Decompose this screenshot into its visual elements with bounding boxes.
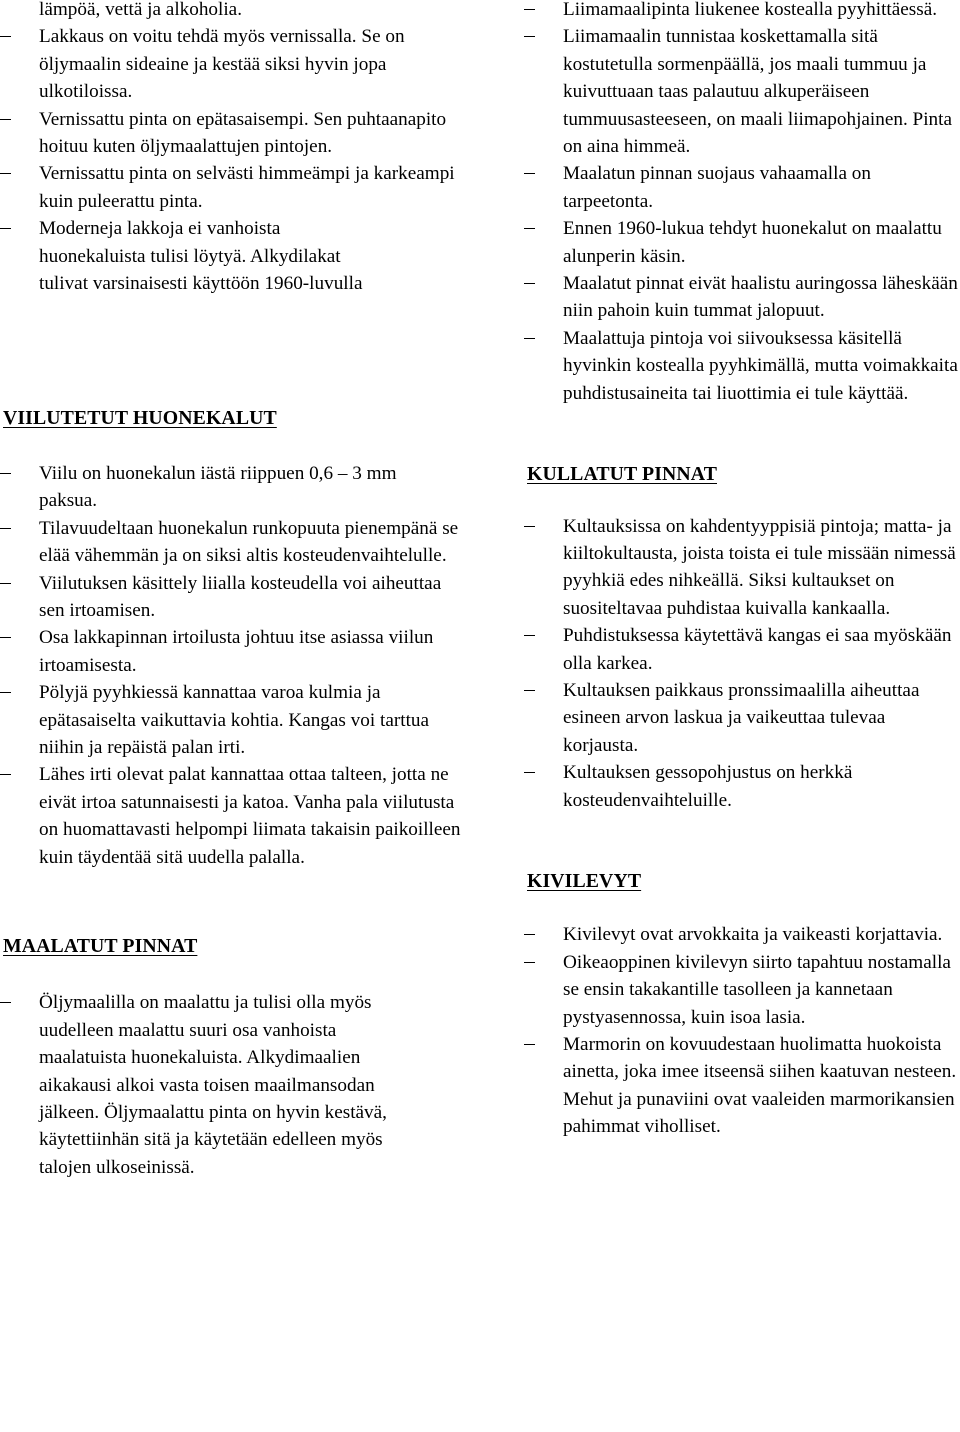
- intro-continuation: lämpöä, vettä ja alkoholia.: [39, 0, 242, 20]
- list-item: Vernissattu pinta on epätasaisempi. Sen puhtaanapito hoituu kuten öljymaalattujen pintojen.: [0, 106, 470, 161]
- list-item: Ennen 1960-lukua tehdyt huonekalut on maalattu alunperin käsin.: [524, 215, 960, 270]
- list-gilded: [524, 513, 960, 814]
- dash-bullet: [524, 228, 535, 229]
- left-column: [0, 0, 470, 1181]
- section-heading-gilded: KULLATUT PINNAT: [527, 463, 717, 486]
- dash-bullet: [0, 637, 11, 638]
- list-item: Tilavuudeltaan huonekalun runkopuuta pienempänä se elää vähemmän ja on siksi altis kosteudenvaihtelulle.: [0, 515, 470, 570]
- dash-bullet: [524, 526, 535, 527]
- dash-bullet: [524, 173, 535, 174]
- dash-bullet: [524, 283, 535, 284]
- list-item: Pölyjä pyyhkiessä kannattaa varoa kulmia ja epätasaiselta vaikuttavia kohtia. Kangas voi tarttua niihin ja repäistä palan irti.: [0, 679, 470, 761]
- section-heading-painted: MAALATUT PINNAT: [3, 934, 198, 957]
- dash-bullet: [524, 1044, 535, 1045]
- dash-bullet: [524, 962, 535, 963]
- dash-bullet: [524, 338, 535, 339]
- list-item: Maalattuja pintoja voi siivouksessa käsitellä hyvinkin kostealla pyyhkimällä, mutta voimakkaita puhdistusaineita tai liuottimia ei tule käyttää.: [524, 325, 960, 407]
- dash-bullet: [0, 473, 11, 474]
- dash-bullet: [524, 690, 535, 691]
- list-item: Lakkaus on voitu tehdä myös vernissalla. Se on öljymaalin sideaine ja kestää siksi hyvin jopa ulkotiloissa.: [0, 23, 470, 105]
- list-painted: [0, 989, 470, 1181]
- right-column: [524, 0, 960, 1141]
- dash-bullet: [0, 528, 11, 529]
- list-top-right: [524, 0, 960, 407]
- dash-bullet: [0, 119, 11, 120]
- dash-bullet: [0, 173, 11, 174]
- list-item: Öljymaalilla on maalattu ja tulisi olla myös uudelleen maalattu suuri osa vanhoista maalatuista huonekaluista. Alkydimaalien aikakausi alkoi vasta toisen maailmansodan jälkeen. Öljymaalattu pinta on hyvin kestävä, käytettiinhän sitä ja käytetään edelleen myös talojen ulkoseinissä.: [0, 989, 409, 1181]
- list-item: Osa lakkapinnan irtoilusta johtuu itse asiassa viilun irtoamisesta.: [0, 624, 470, 679]
- dash-bullet: [524, 772, 535, 773]
- list-item: Maalatun pinnan suojaus vahaamalla on tarpeetonta.: [524, 160, 960, 215]
- list-item: Maalatut pinnat eivät haalistu auringossa läheskään niin pahoin kuin tummat jalopuut.: [524, 270, 960, 325]
- dash-bullet: [0, 228, 11, 229]
- list-veneer: [0, 460, 470, 871]
- list-item: Viilu on huonekalun iästä riippuen 0,6 – 3 mm paksua.: [0, 460, 429, 515]
- list-item: Marmorin on kovuudestaan huolimatta huokoista ainetta, joka imee itseensä siihen kaatuvan nesteen. Mehut ja punaviini ovat vaaleiden marmorikansien pahimmat viholliset.: [524, 1031, 960, 1141]
- dash-bullet: [0, 1002, 11, 1003]
- dash-bullet: [0, 774, 11, 775]
- dash-bullet: [524, 9, 535, 10]
- dash-bullet: [524, 934, 535, 935]
- list-item: Liimamaalin tunnistaa koskettamalla sitä kostutetulla sormenpäällä, jos maali tummuu ja kuivuttuaan taas palautuu alkuperäiseen tummuusasteeseen, on maali liimapohjainen. Pinta on aina himmeä.: [524, 23, 960, 160]
- dash-bullet: [524, 635, 535, 636]
- list-item: Kultauksen gessopohjustus on herkkä kosteudenvaihteluille.: [524, 759, 960, 814]
- section-heading-stone: KIVILEVYT: [527, 869, 642, 892]
- list-item: Lähes irti olevat palat kannattaa ottaa talteen, jotta ne eivät irtoa satunnaisesti ja katoa. Vanha pala viilutusta on huomattavasti helpompi liimata takaisin paikoilleen kuin täydentää sitä uudella palalla.: [0, 761, 470, 871]
- list-item: Moderneja lakkoja ei vanhoista huonekaluista tulisi löytyä. Alkydilakat tulivat varsinaisesti käyttöön 1960-luvulla: [0, 215, 390, 297]
- dash-bullet: [0, 583, 11, 584]
- list-item: Kivilevyt ovat arvokkaita ja vaikeasti korjattavia.: [524, 921, 960, 948]
- list-item: Oikeaoppinen kivilevyn siirto tapahtuu nostamalla se ensin takakantille tasolleen ja kannetaan pystyasennossa, kuin isoa lasia.: [524, 949, 960, 1031]
- list-item: Kultauksen paikkaus pronssimaalilla aiheuttaa esineen arvon laskua ja vaikeuttaa tulevaa korjausta.: [524, 677, 960, 759]
- list-item: Liimamaalipinta liukenee kostealla pyyhittäessä.: [524, 0, 960, 23]
- dash-bullet: [0, 692, 11, 693]
- dash-bullet: [0, 36, 11, 37]
- list-item: Puhdistuksessa käytettävä kangas ei saa myöskään olla karkea.: [524, 622, 960, 677]
- list-stone: [524, 921, 960, 1140]
- list-item: Vernissattu pinta on selvästi himmeämpi ja karkeampi kuin puleerattu pinta.: [0, 160, 470, 215]
- list-item: Kultauksissa on kahdentyyppisiä pintoja; matta- ja kiiltokultausta, joista toista ei tule missään nimessä pyyhkiä edes nihkeällä. Siksi kultaukset on suositeltavaa puhdistaa kuivalla kankaalla.: [524, 513, 960, 623]
- list-item: Viilutuksen käsittely liialla kosteudella voi aiheuttaa sen irtoamisen.: [0, 570, 470, 625]
- section-heading-veneer: VIILUTETUT HUONEKALUT: [3, 407, 277, 430]
- list-top-left: [0, 23, 470, 297]
- dash-bullet: [524, 36, 535, 37]
